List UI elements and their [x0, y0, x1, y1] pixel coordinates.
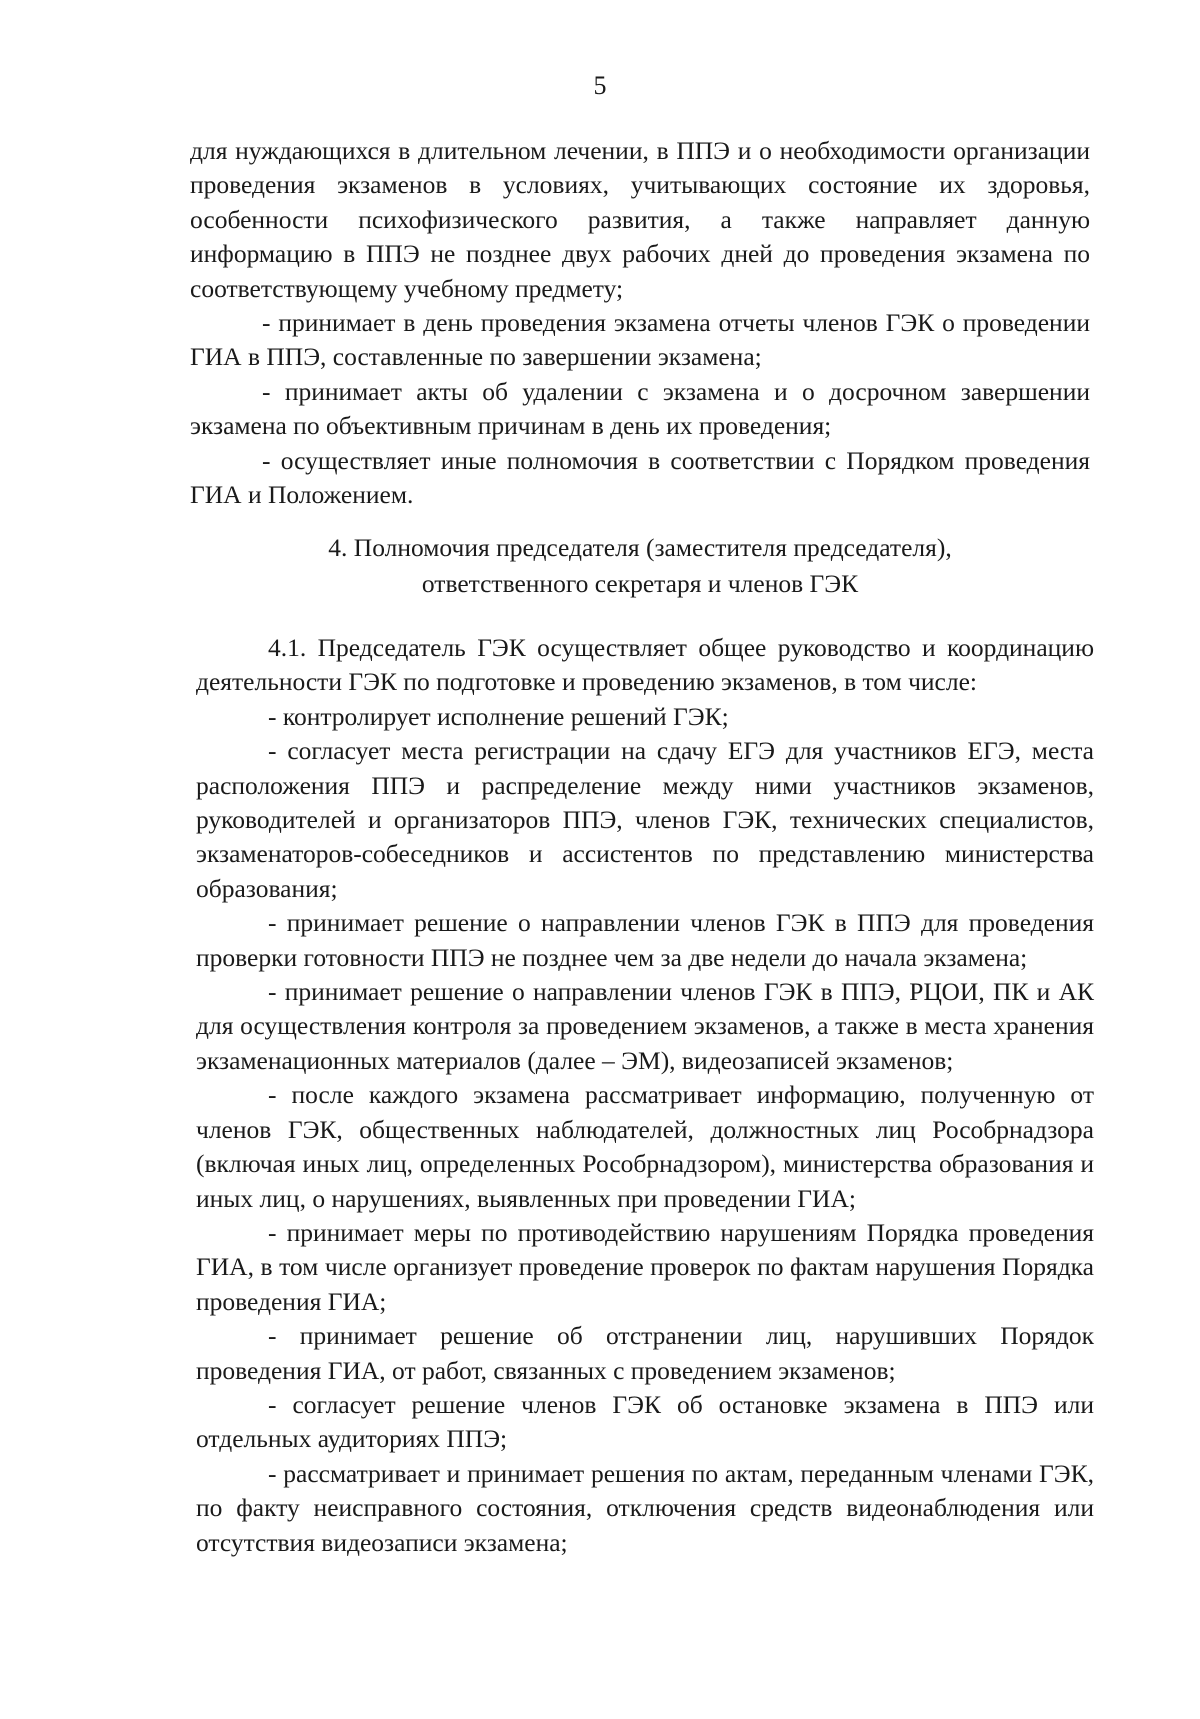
page-number: 5: [593, 71, 607, 100]
paragraph-item: - контролирует исполнение решений ГЭК;: [268, 701, 729, 731]
paragraph-item: - рассматривает и принимает решения по актам, переданным членами ГЭК, по факту неисправного состояния, отключения средств видеонаблюдения или отсутствия видеозаписи экзамена;: [196, 1458, 1094, 1557]
paragraph-continuation: для нуждающихся в длительном лечении, в ППЭ и о необходимости организации проведения экзаменов в условиях, учитывающих состояние их здоровья, особенности психофизического развития, а также направляет данную информацию в ППЭ не позднее двух рабочих дней до проведения экзамена по соответствующему учебному предмету;: [190, 136, 1090, 303]
paragraph-item: - принимает решение об отстранении лиц, нарушивших Порядок проведения ГИА, от работ, связанных с проведением экзаменов;: [196, 1321, 1094, 1385]
top-text-block: [190, 134, 1090, 512]
paragraph-item: - принимает акты об удалении с экзамена и о досрочном завершении экзамена по объективным причинам в день их проведения;: [190, 376, 1090, 441]
paragraph-item: - принимает меры по противодействию нарушениям Порядка проведения ГИА, в том числе организует проведение проверок по фактам нарушения Порядка проведения ГИА;: [196, 1217, 1094, 1316]
paragraph-item: - принимает в день проведения экзамена отчеты членов ГЭК о проведении ГИА в ППЭ, составленные по завершении экзамена;: [190, 308, 1090, 372]
paragraph-item: - согласует места регистрации на сдачу ЕГЭ для участников ЕГЭ, места расположения ППЭ и распределение между ними участников экзаменов, руководителей и организаторов ППЭ, членов ГЭК, технических специалистов, экзаменаторов-собеседников и ассистентов по представлению министерства образования;: [196, 736, 1094, 903]
paragraph-item: - осуществляет иные полномочия в соответствии с Порядком проведения ГИА и Положением.: [190, 445, 1090, 510]
section-heading-line: 4. Полномочия председателя (заместителя председателя),: [328, 533, 952, 562]
paragraph-intro: 4.1. Председатель ГЭК осуществляет общее руководство и координацию деятельности ГЭК по подготовке и проведению экзаменов, в том числе:: [196, 633, 1094, 697]
section-heading-line: ответственного секретаря и членов ГЭК: [421, 569, 859, 598]
section-heading: [190, 530, 1090, 602]
paragraph-item: - принимает решение о направлении членов ГЭК в ППЭ для проведения проверки готовности ППЭ не позднее чем за две недели до начала экзамена;: [196, 908, 1094, 972]
main-text-block: [196, 631, 1094, 1560]
paragraph-item: - согласует решение членов ГЭК об остановке экзамена в ППЭ или отдельных аудиториях ППЭ;: [196, 1389, 1094, 1454]
paragraph-item: - после каждого экзамена рассматривает информацию, полученную от членов ГЭК, общественных наблюдателей, должностных лиц Рособрнадзора (включая иных лиц, определенных Рособрнадзором), министерства образования и иных лиц, о нарушениях, выявленных при проведении ГИА;: [196, 1080, 1094, 1213]
paragraph-item: - принимает решение о направлении членов ГЭК в ППЭ, РЦОИ, ПК и АК для осуществления контроля за проведением экзаменов, а также в места хранения экзаменационных материалов (далее – ЭМ), видеозаписей экзаменов;: [196, 977, 1094, 1075]
